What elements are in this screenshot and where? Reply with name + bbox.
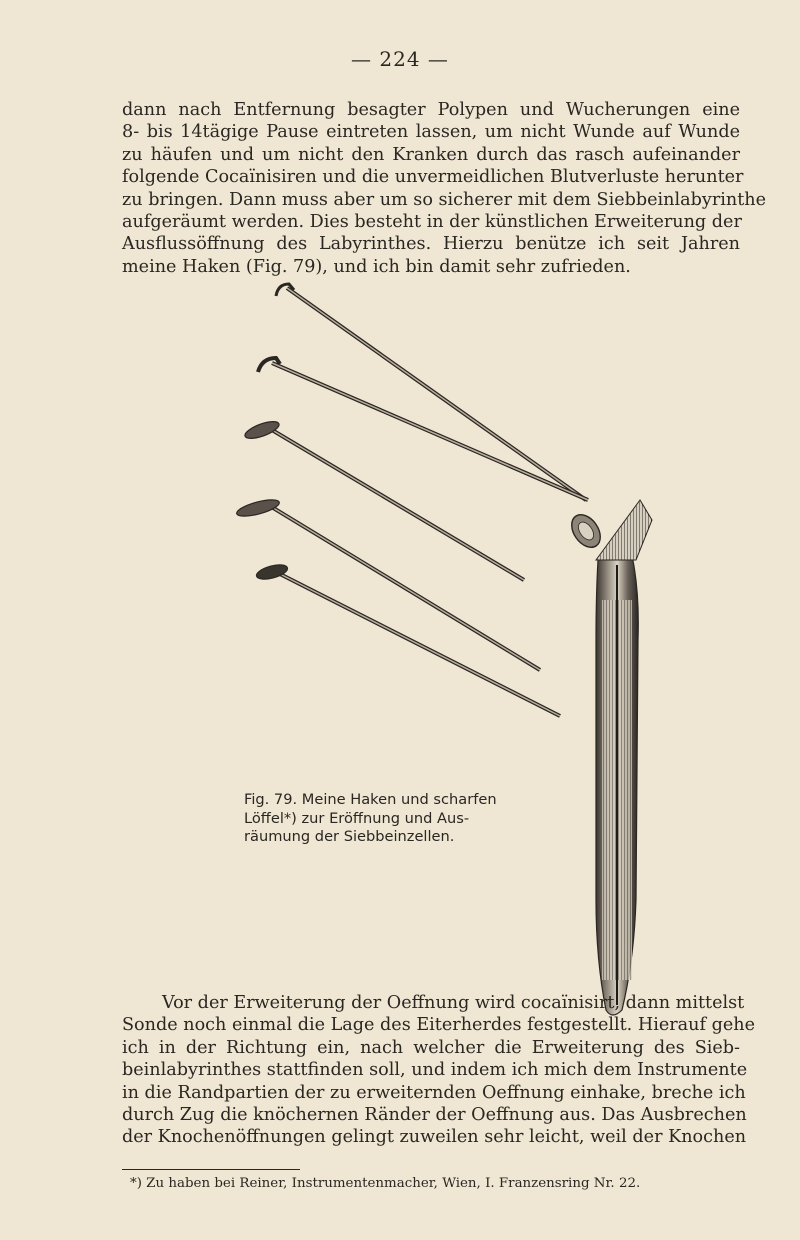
text-line: Ausflussöffnung des Labyrinthes. Hierzu benütze ich seit Jahren	[122, 234, 740, 255]
text-line: durch Zug die knöchernen Ränder der Oeffnung aus. Das Ausbrechen	[122, 1105, 747, 1126]
text-line: beinlabyrinthes stattfinden soll, und indem ich mich dem Instrumente	[122, 1060, 748, 1081]
text-line: der Knochenöffnungen gelingt zuweilen sehr leicht, weil der Knochen	[122, 1127, 747, 1148]
caption-line: räumung der Siebbeinzellen.	[244, 828, 455, 845]
text-line: meine Haken (Fig. 79), und ich bin damit sehr zufrieden.	[122, 256, 631, 277]
spoon-1	[243, 418, 524, 580]
hook-2	[258, 358, 588, 500]
figure-caption	[244, 791, 564, 847]
text-line: aufgeräumt werden. Dies besteht in der künstlichen Erweiterung der	[122, 212, 742, 233]
text-line: ich in der Richtung ein, nach welcher die Erweiterung des Sieb-	[122, 1037, 740, 1058]
hook-1	[276, 284, 586, 500]
spoon-3	[255, 562, 560, 716]
text-line: zu bringen. Dann muss aber um so sicherer mit dem Siebbeinlabyrinthe	[122, 189, 767, 210]
spoon-2	[235, 497, 540, 670]
text-line: Vor der Erweiterung der Oeffnung wird cocaïnisirt, dann mittelst	[162, 993, 745, 1013]
text-line: folgende Cocaïnisiren und die unvermeidlichen Blutverluste herunter	[122, 167, 744, 188]
text-line: in die Randpartien der zu erweiternden Oeffnung einhake, breche ich	[122, 1082, 746, 1103]
text-line: dann nach Entfernung besagter Polypen und Wucherungen eine	[122, 100, 740, 120]
text-line: Sonde noch einmal die Lage des Eiterherdes festgestellt. Hierauf gehe	[122, 1015, 755, 1036]
caption-line: Löffel*) zur Eröffnung und Aus-	[244, 809, 470, 827]
footnote: *) Zu haben bei Reiner, Instrumentenmacher, Wien, I. Franzensring Nr. 22.	[130, 1176, 641, 1191]
caption-line: Fig. 79. Meine Haken und scharfen	[244, 791, 497, 808]
page-number: — 224 —	[351, 47, 449, 71]
text-line: zu häufen und um nicht den Kranken durch das rasch aufeinander	[122, 144, 740, 165]
paragraph-2	[122, 992, 755, 1149]
handle	[566, 500, 652, 1015]
text-line: 8- bis 14tägige Pause eintreten lassen, um nicht Wunde auf Wunde	[122, 122, 740, 143]
footnote-divider	[122, 1169, 300, 1170]
